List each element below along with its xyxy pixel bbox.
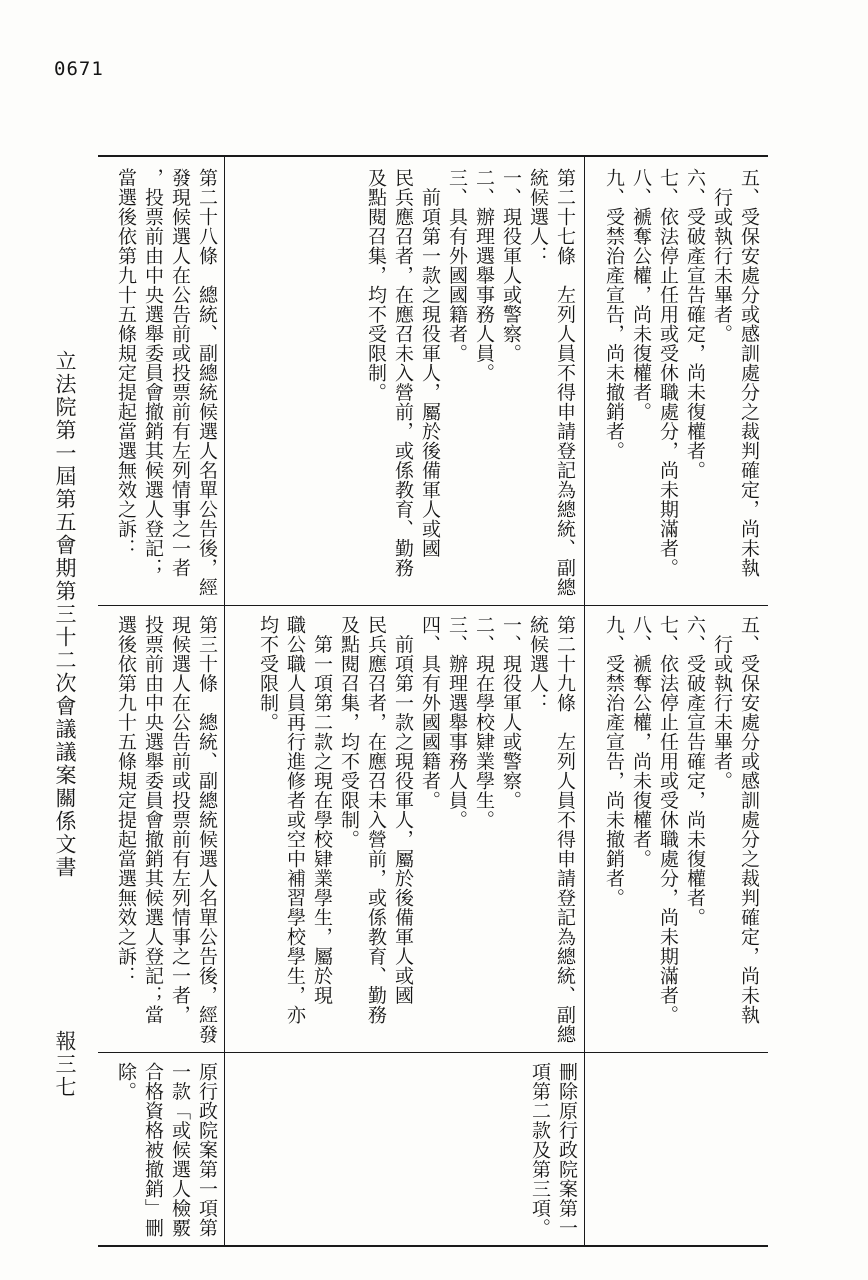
top-left-cell — [104, 168, 220, 600]
text-line: 民兵應召者，在應召未入營前，或係教育、勤務 — [365, 615, 387, 1025]
text-line: 投票前由中央選舉委員會撤銷其候選人登記；當 — [142, 615, 164, 1025]
text-line: 五、受保安處分或感訓處分之裁判確定，尚未執 — [738, 615, 760, 1025]
top-right-cell — [590, 168, 762, 600]
text-line: 六、受破產宣告確定，尚未復權者。 — [684, 615, 706, 927]
text-line: 三、辦理選舉事務人員。 — [446, 615, 468, 830]
text-line: 統候選人： — [527, 168, 549, 266]
text-line: 一、現役軍人或警察。 — [500, 168, 522, 363]
column-divider-left — [224, 155, 225, 1245]
text-line: 當選後依第九十五條規定提起當選無效之訴： — [115, 168, 137, 558]
text-line: 七、依法停止任用或受休職處分，尚未期滿者。 — [657, 615, 679, 1025]
text-line: 選後依第九十五條規定提起當選無效之訴： — [115, 615, 137, 986]
text-line: 六、受破產宣告確定，尚未復權者。 — [684, 168, 706, 480]
row-divider-lower — [98, 1052, 768, 1053]
middle-right-cell — [590, 615, 762, 1047]
text-line: 第一項第二款之現在學校肄業學生，屬於現 — [311, 615, 333, 1005]
running-title: 立法院第一屆第五會期第三十二次會議議案關係文書 — [53, 350, 77, 879]
text-line: 發現候選人在公告前或投票前有左列情事之一者 — [169, 168, 191, 578]
text-line: 行或執行未畢者。 — [711, 168, 733, 344]
text-line: 統候選人： — [527, 615, 549, 713]
article-heading: 第二十八條 總統、副總統候選人名單公告後，經 — [196, 168, 218, 597]
text-line: 五、受保安處分或感訓處分之裁判確定，尚未執 — [738, 168, 760, 578]
text-line: 八、褫奪公權，尚未復權者。 — [630, 615, 652, 869]
text-line: 三、具有外國國籍者。 — [446, 168, 468, 363]
middle-left-cell — [104, 615, 220, 1047]
row-divider-upper — [98, 605, 768, 606]
top-middle-cell — [340, 168, 578, 600]
bottom-right-cell — [520, 1062, 580, 1242]
text-line: 行或執行未畢者。 — [711, 615, 733, 791]
text-line: 現候選人在公告前或投票前有左列情事之一者， — [169, 615, 191, 1025]
text-line: 職公職人員再行進修者或空中補習學校學生，亦 — [284, 615, 306, 1025]
text-line: 前項第一款之現役軍人，屬於後備軍人或國 — [392, 615, 414, 1005]
bottom-left-cell — [104, 1062, 220, 1242]
text-line: 八、褫奪公權，尚未復權者。 — [630, 168, 652, 422]
text-line: 前項第一款之現役軍人，屬於後備軍人或國 — [419, 168, 441, 558]
text-line: 九、受禁治產宣告，尚未撤銷者。 — [603, 168, 625, 461]
text-line: ，投票前由中央選舉委員會撤銷其候選人登記； — [142, 168, 164, 578]
bottom-border — [98, 1245, 768, 1247]
text-line: 四、具有外國國籍者。 — [419, 615, 441, 810]
column-divider-right — [584, 155, 585, 1245]
text-line: 及點閱召集，均不受限制。 — [338, 615, 360, 849]
text-line: 九、受禁治產宣告，尚未撤銷者。 — [603, 615, 625, 908]
text-line: 二、現在學校肄業學生。 — [473, 615, 495, 830]
text-line: 七、依法停止任用或受休職處分，尚未期滿者。 — [657, 168, 679, 578]
note-line: 項第二款及第三項。 — [529, 1062, 551, 1238]
note-line: 合格資格被撤銷」刪 — [142, 1062, 164, 1238]
note-line: 刪除原行政院案第一 — [556, 1062, 578, 1238]
top-border — [98, 155, 768, 157]
article-heading: 第三十條 總統、副總統候選人名單公告後，經發 — [196, 615, 218, 1044]
text-line: 二、辦理選舉事務人員。 — [473, 168, 495, 383]
text-line: 民兵應召者，在應召未入營前，或係教育、勤務 — [392, 168, 414, 578]
note-line: 除。 — [115, 1062, 137, 1101]
note-line: 一款「或候選人檢覈 — [169, 1062, 191, 1238]
page-number: 0671 — [54, 58, 104, 80]
text-line: 一、現役軍人或警察。 — [500, 615, 522, 810]
page-code: 報三七 — [53, 1030, 77, 1099]
note-line: 原行政院案第一項第 — [196, 1062, 218, 1238]
text-line: 及點閱召集，均不受限制。 — [365, 168, 387, 402]
middle-middle-cell — [230, 615, 578, 1047]
article-heading: 第二十九條 左列人員不得申請登記為總統、副總 — [554, 615, 576, 1044]
text-line: 均不受限制。 — [257, 615, 279, 732]
article-heading: 第二十七條 左列人員不得申請登記為總統、副總 — [554, 168, 576, 597]
